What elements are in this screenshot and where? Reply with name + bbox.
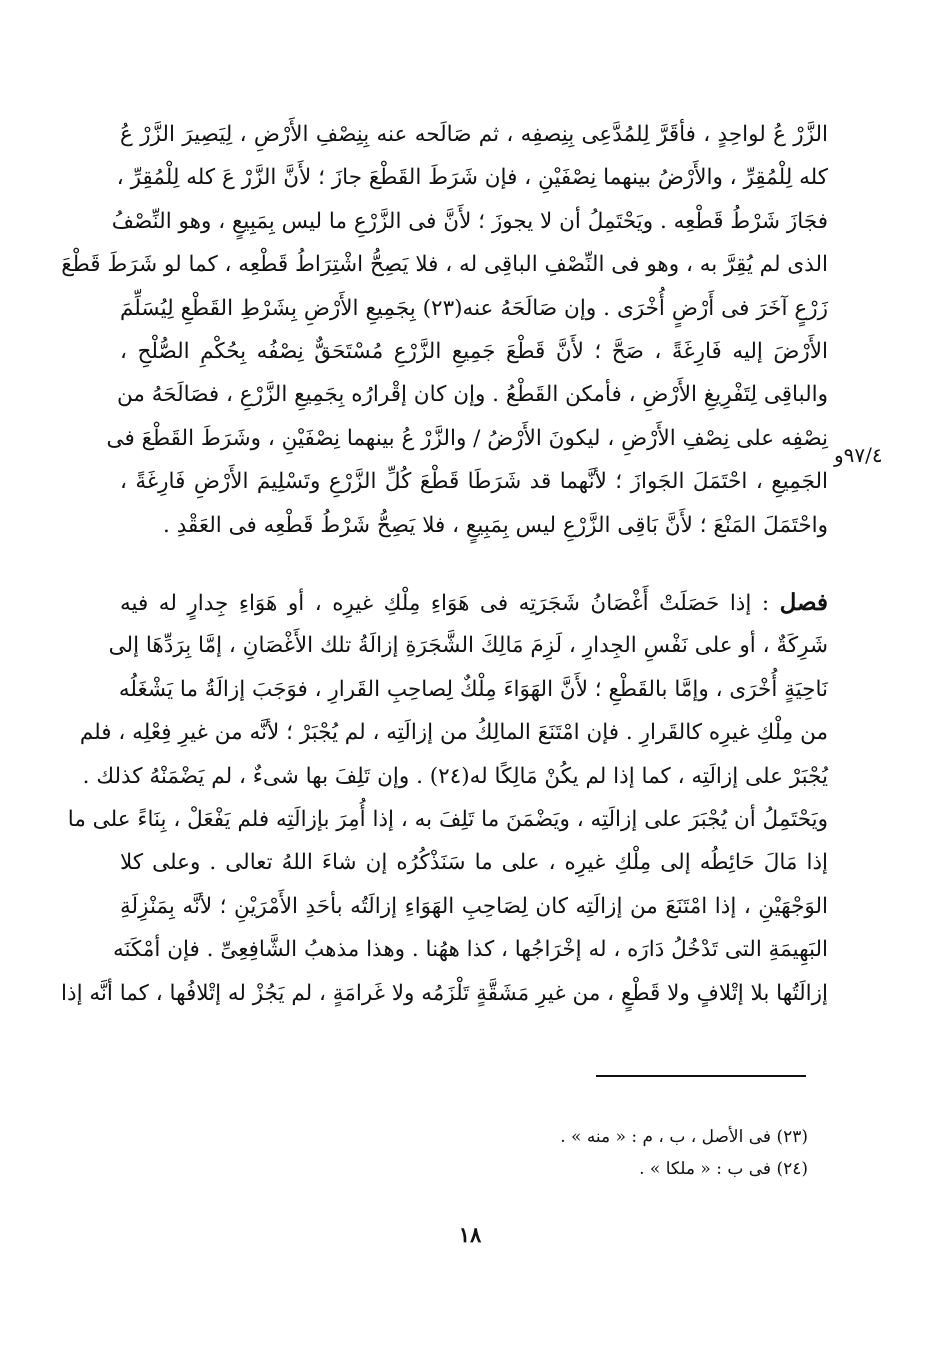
text-line: إذا مَالَ حَائِطُه إلى مِلْكِ غيرِه ، على ما سَنَذْكُرُه إن شاءَ اللهُ تعالى . وعلى كلا [120, 850, 828, 876]
paragraph-1 [61, 113, 828, 547]
text-line: نَاحِيَةٍ أُخْرَى ، وإمَّا بالقَطْعِ ؛ لأَنَّ الهَوَاءَ مِلْكٌ لِصاحِبِ القَرارِ ، فوَجَبَ إزالَةُ ما يَشْغَلُه [118, 676, 828, 702]
text-line: شَرِكَةٌ ، أو على نَفْسِ الجِدارِ ، لَزِمَ مَالِكَ الشَّجَرَةِ إزالَةُ تلك الأَغْصَانِ ، إمَّا بِرَدِّهَا إلى [108, 633, 828, 659]
footnote-divider [596, 1075, 806, 1077]
text-line: الذى لم يُقِرَّ به ، وهو فى النِّصْفِ الباقِى له ، فلا يَصِحُّ اشْتِرَاطُ قَطْعِه ، كما لو شَرَطَ قَطْعَ [61, 252, 828, 278]
text-line: كله لِلْمُقِرِّ ، والأَرْضُ بينهما نِصْفَيْنِ ، فإن شَرَطَ القَطْعَ جازَ ؛ لأَنَّ الزَّرْ عَ كله لِلْمُقِرِّ ، [116, 165, 828, 191]
text-line-content: : إذا حَصَلَتْ أَغْصَانُ شَجَرَتِه فى هَوَاءِ مِلْكِ غيرِه ، أو هَوَاءِ جِدارٍ له فيه [120, 591, 770, 616]
text-line: الزَّرْ عُ لواحِدٍ ، فأقَرَّ لِلمُدَّعِى بِنِصفِه ، ثم صَالَحه عنه بِنِصْفِ الأَرْضِ ، لِيَصِيرَ الزَّرْ عُ [120, 122, 828, 147]
text-line: واحْتَمَلَ المَنْعَ ؛ لأَنَّ بَاقِى الزَّرْعِ ليس بِمَبِيعٍ ، فلا يَصِحُّ شَرْطُ قَطْعِه فى العَقْدِ . [163, 512, 828, 538]
text-line: الأَرْضَ إليه فَارِغَةً ، صَحَّ ؛ لأَنَّ قَطْعَ جَمِيعِ الزَّرْعِ مُسْتَحَقٌّ نِصْفُه بِحُكْمِ الصُّلْحِ ، [120, 338, 828, 364]
text-line: الجَمِيعِ ، احْتَمَلَ الجَوازَ ؛ لأنَّهما قد شَرَطَا قَطْعَ كُلِّ الزَّرْعِ وتَسْلِيمَ الأَرْضِ فَارِغَةً ، [120, 469, 828, 495]
text-line: والباقِى لِتَفْرِيغِ الأَرْضِ ، فأمكن القَطْعُ . وإن كان إقْرارُه بِجَمِيعِ الزَّرْعِ ، فصَالَحَهُ من [116, 382, 828, 408]
page-number: ١٨ [458, 1222, 482, 1247]
text-line [120, 581, 828, 624]
text-line: البَهِيمَةِ التى تَدْخُلُ دَارَه ، له إخْرَاجُها ، كذا ههُنا . وهذا مذهبُ الشَّافِعِىِّ . فإن أمْكَنَه [113, 937, 828, 963]
text-line: إزالَتُها بلا إتْلافٍ ولا قَطْعٍ ، من غيرِ مَشَقَّةٍ تَلْزَمُه ولا غَرامَةٍ ، لم يَجُزْ له إتْلافُها ، كما أنَّه إذا [61, 980, 828, 1006]
text-line: ويَحْتَمِلُ أن يُجْبَرَ على إزالَتِه ، ويَضْمَنَ ما تَلِفَ به ، إذا أُمِرَ بإزالَتِه فلم يَفْعَلْ ، بِنَاءً على ما [67, 806, 828, 832]
paragraph-2 [61, 581, 828, 1015]
footnote-23: (٢٣) فى الأصل ، ب ، م : « منه » . [560, 1127, 808, 1147]
text-line: فجَازَ شَرْطُ قَطْعِه . ويَحْتَمِلُ أن لا يجوزَ ؛ لأَنَّ فى الزَّرْعِ ما ليس بِمَبِيعٍ ، وهو النِّصْفُ [111, 208, 828, 234]
text-line: نِصْفِه على نِصْفِ الأَرْضِ ، ليكونَ الأَرْضُ / والزَّرْ عُ بينهما نِصْفَيْنِ ، وشَرَطَ القَطْعَ فى [106, 425, 828, 451]
text-line: يُجْبَرْ على إزالَتِه ، كما إذا لم يكُنْ مَالِكًا له(٢٤) . وإن تَلِفَ بها شىءٌ ، لم يَضْمَنْهُ كذلك . [82, 763, 828, 789]
text-line: من مِلْكِ غيرِه كالقَرارِ . فإن امْتَنَعَ المالِكُ من إزالَتِه ، لم يُجْبَرْ ؛ لأنَّه من غيرِ فِعْلِه ، فلم [79, 720, 828, 746]
text-line: زَرْعٍ آخَرَ فى أَرْضٍ أُخْرَى . وإن صَالَحَهُ عنه(٢٣) بِجَمِيعِ الأَرْضِ بِشَرْطِ القَطْعِ لِيُسَلِّمَ [120, 295, 828, 321]
text-line: الوَجْهَيْنِ ، إذا امْتَنَعَ من إزالَتِه كان لِصَاحِبِ الهَوَاءِ إزالَتُه بأحَدِ الأَمْرَيْنِ ؛ لأنَّه بِمَنْزِلَةِ [120, 893, 828, 919]
margin-folio-note: ٩٧/٤و [834, 443, 883, 467]
footnote-24: (٢٤) فى ب : « ملكا » . [639, 1159, 808, 1179]
section-heading: فصل [779, 589, 828, 616]
footnotes [500, 1121, 808, 1185]
